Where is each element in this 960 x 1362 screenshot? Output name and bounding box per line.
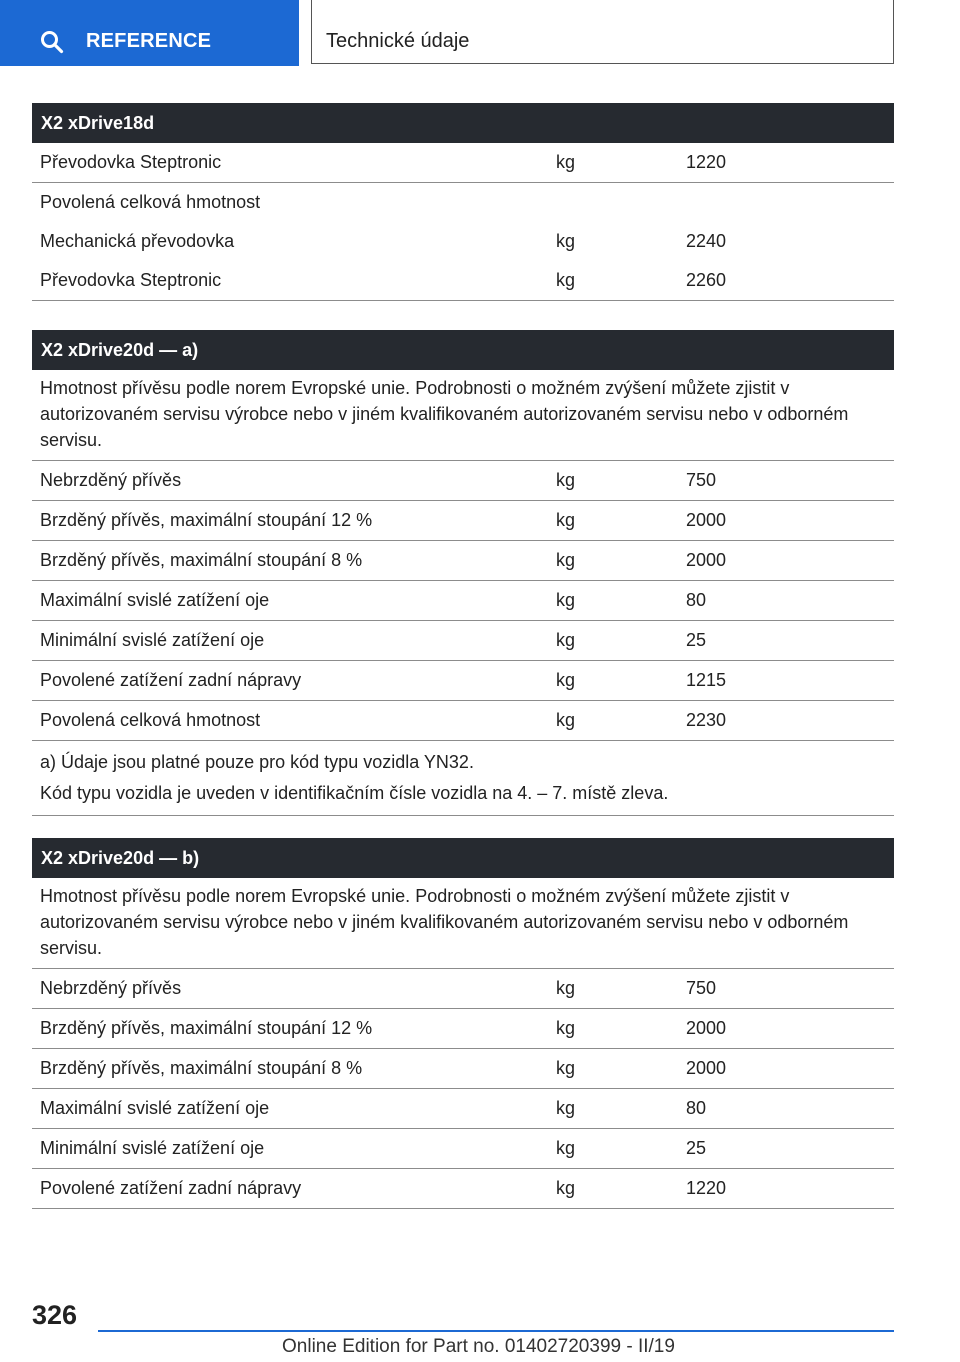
row-unit: kg [556, 231, 576, 251]
row-value: 2260 [686, 270, 727, 290]
row-unit: kg [556, 1138, 576, 1158]
row-value: 2000 [686, 510, 727, 530]
footer-divider [98, 1330, 894, 1332]
row-unit: kg [556, 978, 576, 998]
row-value: 1215 [686, 670, 727, 690]
table-row [32, 261, 894, 301]
section-heading: X2 xDrive18d [32, 103, 894, 143]
table-row [32, 501, 894, 541]
edition-footer: Online Edition for Part no. 01402720399 - II/19 [282, 1336, 675, 1357]
row-label: Povolené zatížení zadní nápravy [40, 1178, 302, 1198]
row-unit: kg [556, 152, 576, 172]
section-title: Technické údaje [326, 30, 470, 52]
row-unit: kg [556, 510, 576, 530]
row-label: Brzděný přívěs, maximální stoupání 8 % [40, 550, 363, 570]
table-row [32, 222, 894, 261]
row-label: Převodovka Steptronic [40, 270, 222, 290]
row-value: 2230 [686, 710, 727, 730]
reference-label: REFERENCE [86, 30, 212, 52]
reference-tab[interactable] [0, 0, 299, 66]
row-unit: kg [556, 710, 576, 730]
table-row [32, 661, 894, 701]
section-heading: X2 xDrive20d — a) [32, 330, 894, 370]
row-label: Minimální svislé zatížení oje [40, 630, 265, 650]
row-value: 1220 [686, 152, 727, 172]
row-unit: kg [556, 270, 576, 290]
search-icon [40, 30, 64, 54]
row-label: Minimální svislé zatížení oje [40, 1138, 265, 1158]
row-label: Maximální svislé zatížení oje [40, 590, 270, 610]
row-value: 2000 [686, 1058, 727, 1078]
row-label: Povolená celková hmotnost [40, 192, 261, 212]
table-row [32, 143, 894, 183]
table-row [32, 541, 894, 581]
page-number: 326 [32, 1300, 78, 1330]
table-row [32, 1089, 894, 1129]
row-unit: kg [556, 1098, 576, 1118]
table-row [32, 1009, 894, 1049]
row-unit: kg [556, 1058, 576, 1078]
row-unit: kg [556, 1018, 576, 1038]
footnote-type-code: Kód typu vozidla je uveden v identifikačním čísle vozidla na 4. – 7. místě zleva. [40, 783, 669, 803]
table-row [32, 1129, 894, 1169]
spec-table-xdrive20d-b [32, 838, 894, 1209]
table-row [32, 701, 894, 741]
row-value: 2000 [686, 1018, 727, 1038]
table-row [32, 1049, 894, 1089]
table-row [32, 461, 894, 501]
row-value: 25 [686, 630, 707, 650]
table-row [32, 183, 894, 222]
row-value: 25 [686, 1138, 707, 1158]
row-label: Brzděný přívěs, maximální stoupání 8 % [40, 1058, 363, 1078]
table-row [32, 969, 894, 1009]
row-value: 1220 [686, 1178, 727, 1198]
section-heading: X2 xDrive20d — b) [32, 838, 894, 878]
row-label: Povolená celková hmotnost [40, 710, 261, 730]
footnotes [32, 741, 894, 816]
row-unit: kg [556, 470, 576, 490]
section-description: Hmotnost přívěsu podle norem Evropské unie. Podrobnosti o možném zvýšení můžete zjistit v autorizovaném servisu výrobce nebo v jiném kvalifikovaném autorizovaném servisu nebo v odborném servisu. [32, 878, 894, 969]
row-label: Maximální svislé zatížení oje [40, 1098, 270, 1118]
table-row [32, 621, 894, 661]
footnote-a: a) Údaje jsou platné pouze pro kód typu vozidla YN32. [40, 752, 474, 772]
spec-table-xdrive18d [32, 103, 894, 301]
row-unit: kg [556, 670, 576, 690]
section-tab[interactable] [311, 0, 894, 64]
row-unit: kg [556, 1178, 576, 1198]
table-row [32, 581, 894, 621]
row-label: Mechanická převodovka [40, 231, 235, 251]
table-row [32, 1169, 894, 1209]
row-value: 2000 [686, 550, 727, 570]
row-value: 80 [686, 590, 707, 610]
row-unit: kg [556, 630, 576, 650]
row-unit: kg [556, 590, 576, 610]
row-value: 750 [686, 978, 717, 998]
row-value: 2240 [686, 231, 727, 251]
row-label: Brzděný přívěs, maximální stoupání 12 % [40, 510, 373, 530]
row-label: Povolené zatížení zadní nápravy [40, 670, 302, 690]
row-unit: kg [556, 550, 576, 570]
row-label: Nebrzděný přívěs [40, 978, 182, 998]
spec-table-xdrive20d-a [32, 330, 894, 816]
row-value: 750 [686, 470, 717, 490]
row-label: Převodovka Steptronic [40, 152, 222, 172]
top-navigation [0, 0, 960, 66]
row-value: 80 [686, 1098, 707, 1118]
row-label: Nebrzděný přívěs [40, 470, 182, 490]
row-label: Brzděný přívěs, maximální stoupání 12 % [40, 1018, 373, 1038]
section-description: Hmotnost přívěsu podle norem Evropské unie. Podrobnosti o možném zvýšení můžete zjistit v autorizovaném servisu výrobce nebo v jiném kvalifikovaném autorizovaném servisu nebo v odborném servisu. [32, 370, 894, 461]
